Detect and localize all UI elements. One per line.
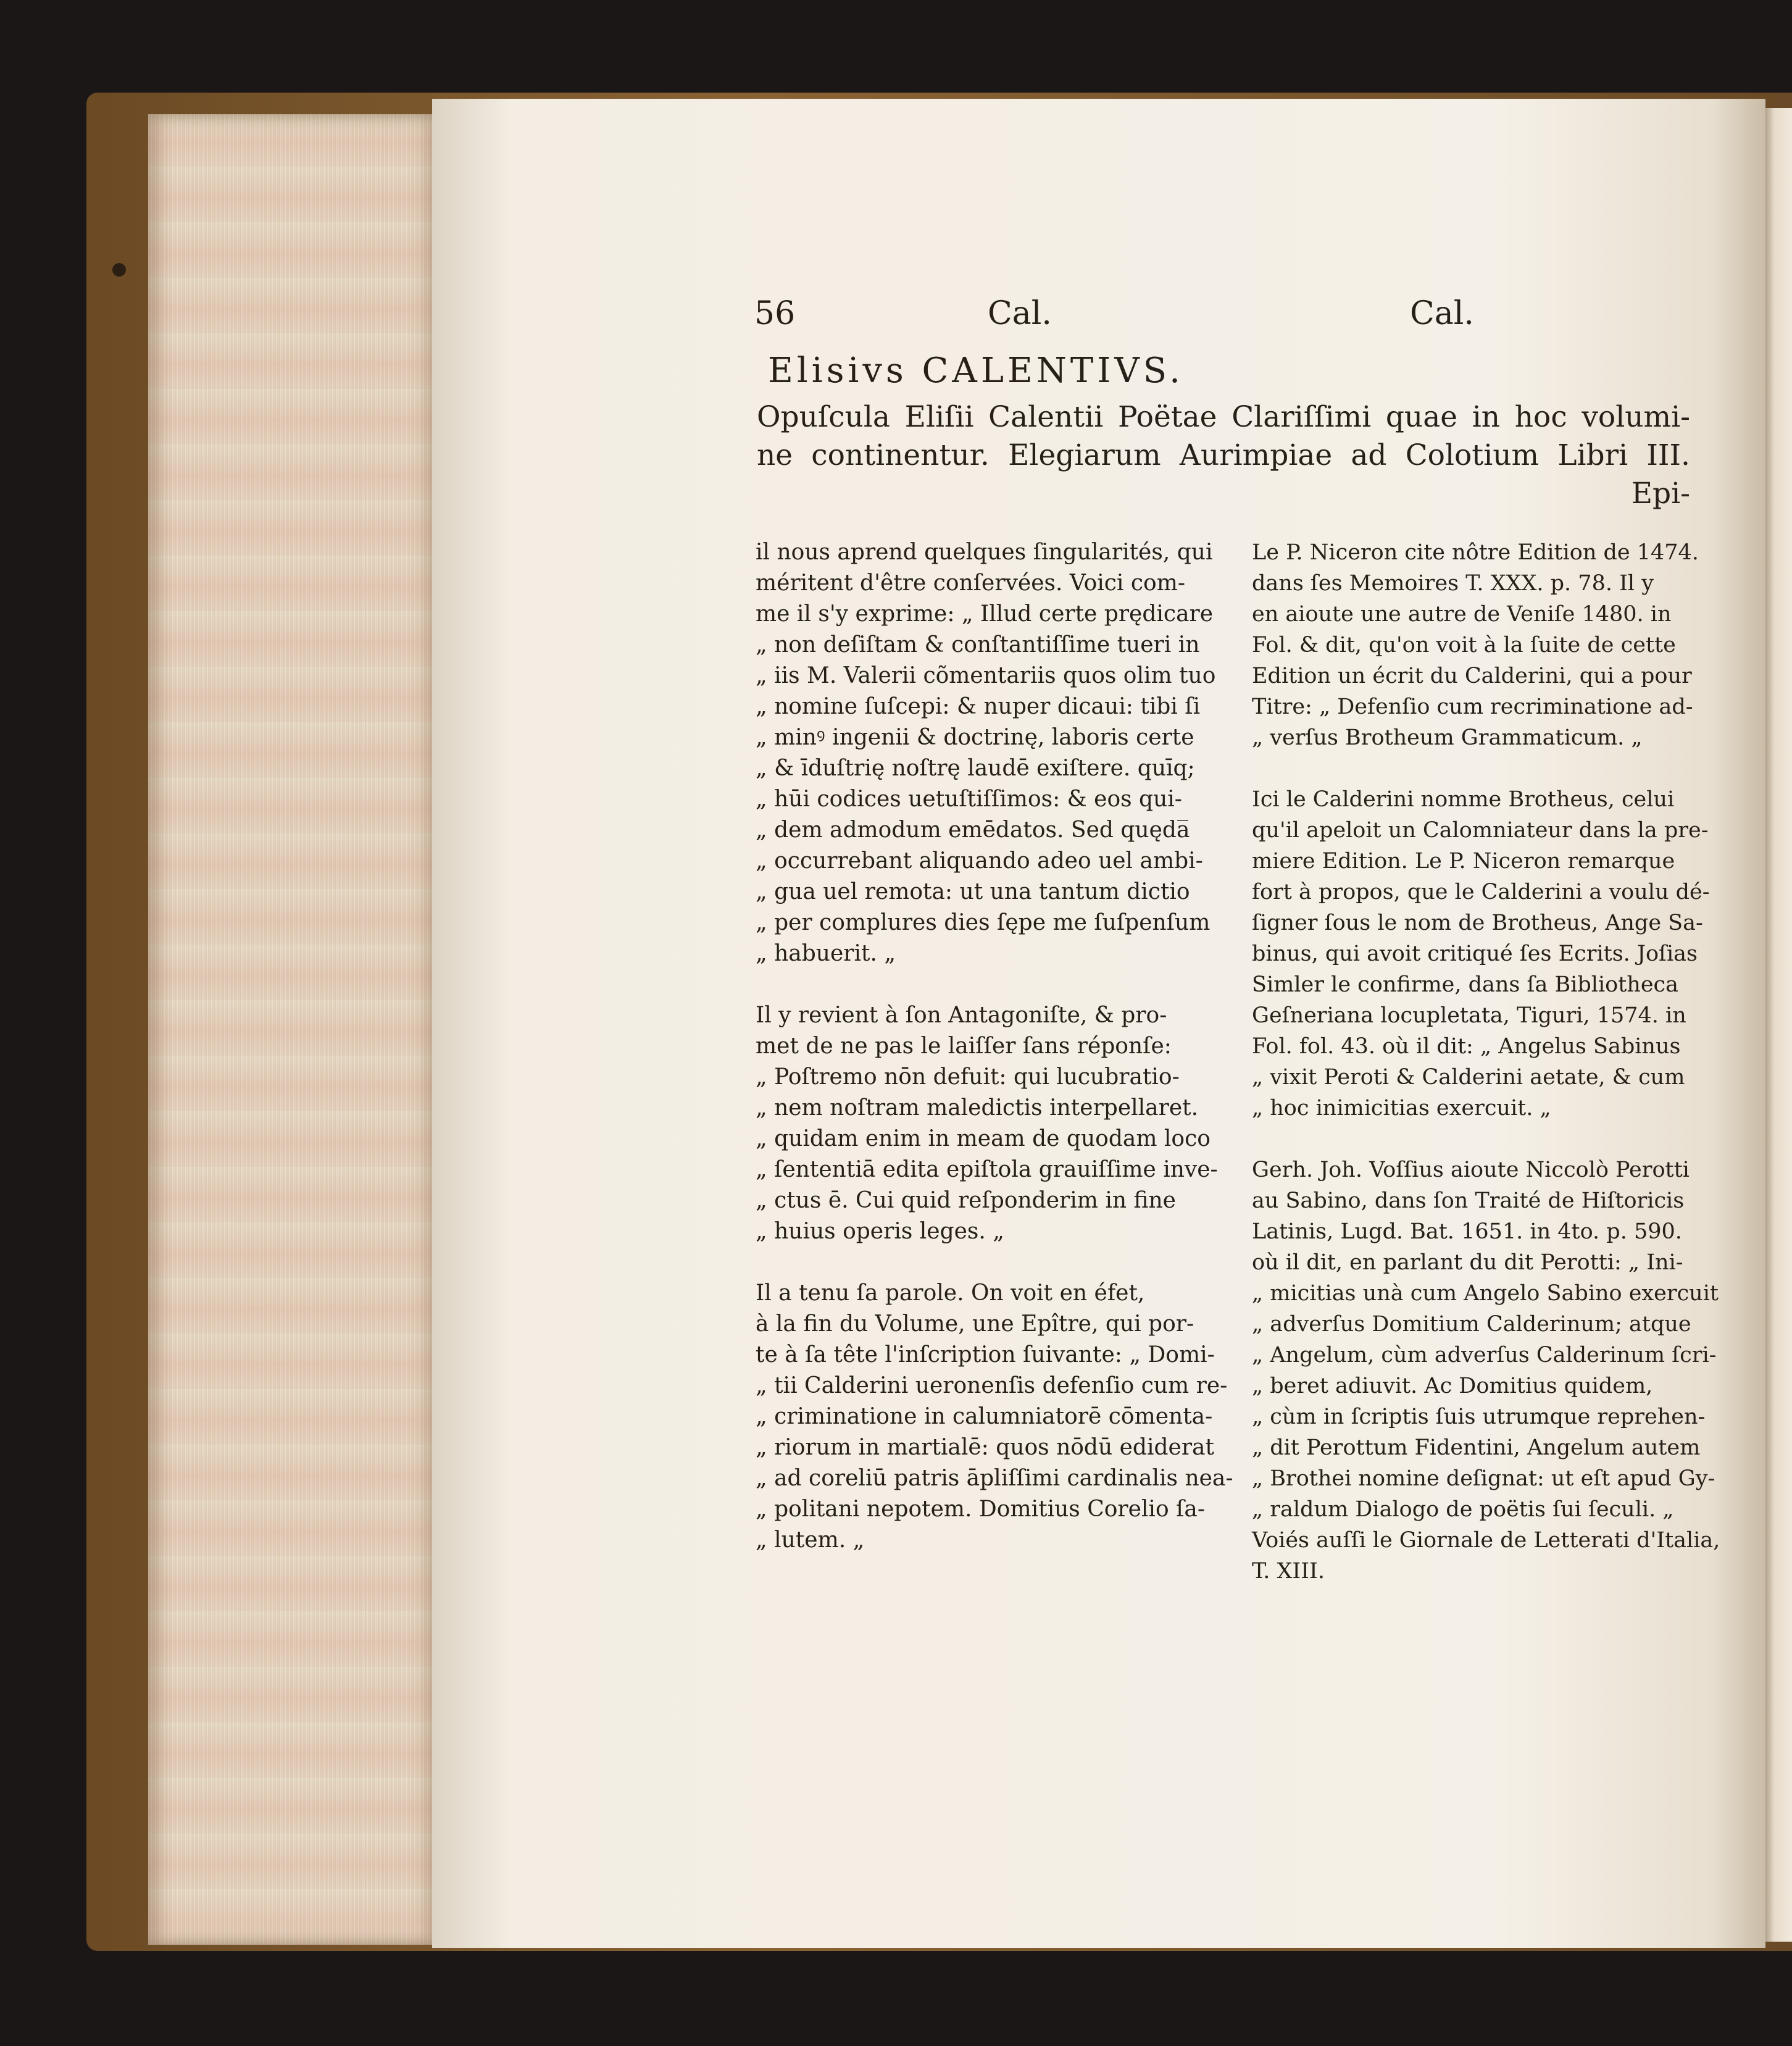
- left-column: [756, 537, 1233, 1587]
- text-line: „ verſus Brotheum Grammaticum. „: [1252, 725, 1643, 750]
- text-line: ſigner ſous le nom de Brotheus, Ange Sa-: [1252, 911, 1703, 935]
- text-line: „ Brothei nomine deſignat: ut eſt apud Gy-: [1252, 1466, 1715, 1491]
- text-line: miere Edition. Le P. Niceron remarque: [1252, 849, 1675, 874]
- paragraph: [756, 537, 1225, 969]
- text-line: „ Angelum, cùm adverſus Calderinum ſcri-: [1252, 1343, 1717, 1367]
- text-line: „ per complures dies ſępe me ſuſpenſum: [756, 910, 1211, 935]
- text-line: Titre: „ Defenſio cum recriminatione ad-: [1252, 695, 1693, 719]
- text-line: „ iis M. Valerii cõmentariis quos olim tuo: [756, 663, 1216, 688]
- entry-intro: [757, 398, 1690, 513]
- text-line: „ gua uel remota: ut una tantum dictio: [756, 879, 1190, 904]
- text-line: „ Poſtremo nōn defuit: qui lucubratio-: [756, 1064, 1180, 1090]
- text-line: à la fin du Volume, une Epître, qui por-: [756, 1311, 1194, 1337]
- text-line: „ huius operis leges. „: [756, 1219, 1004, 1244]
- text-line: dans ſes Memoires T. XXX. p. 78. Il y: [1252, 571, 1654, 596]
- text-line: „ cùm in ſcriptis ſuis utrumque reprehen-: [1252, 1405, 1706, 1429]
- text-line: „ riorum in martialē: quos nōdū ediderat: [756, 1435, 1214, 1460]
- text-line: en aioute une autre de Veniſe 1480. in: [1252, 602, 1672, 627]
- text-line: „ hoc inimicitias exercuit. „: [1252, 1096, 1551, 1121]
- paragraph: [756, 1278, 1233, 1556]
- text-line: Il y revient à ſon Antagoniſte, & pro-: [756, 1003, 1167, 1028]
- paragraph: [1252, 537, 1699, 753]
- text-line: où il dit, en parlant du dit Perotti: „ Ini-: [1252, 1250, 1683, 1275]
- text-line: „ ſententiā edita epiſtola grauiſſime inve-: [756, 1157, 1218, 1182]
- text-line: „ ad coreliū patris āpliſſimi cardinalis nea-: [756, 1466, 1233, 1491]
- text-line: „ micitias unà cum Angelo Sabino exercuit: [1252, 1281, 1719, 1306]
- text-line: „ quidam enim in meam de quodam loco: [756, 1126, 1211, 1151]
- text-line: qu'il apeloit un Calomniateur dans la pre-: [1252, 818, 1709, 843]
- text-line: „ beret adiuvit. Ac Domitius quidem,: [1252, 1374, 1653, 1398]
- text-line: „ adverſus Domitium Calderinum; atque: [1252, 1312, 1691, 1337]
- text-line: il nous aprend quelques ſingularités, qui: [756, 540, 1213, 565]
- text-line: „ criminatione in calumniatorē cōmenta-: [756, 1404, 1213, 1429]
- text-line: „ raldum Dialogo de poëtis ſui ſeculi. „: [1252, 1497, 1674, 1522]
- text-line: „ occurrebant aliquando adeo uel ambi-: [756, 848, 1203, 874]
- text-line: te à ſa tête l'inſcription ſuivante: „ Domi-: [756, 1342, 1215, 1367]
- text-line: Ici le Calderini nomme Brotheus, celui: [1252, 787, 1675, 812]
- paragraph: [1252, 784, 1710, 1124]
- intro-line: Epi-: [1631, 477, 1690, 511]
- text-line: „ dem admodum emēdatos. Sed quęda̅: [756, 817, 1190, 843]
- right-column: [1252, 537, 1720, 1618]
- running-head-left: Cal.: [988, 295, 1052, 332]
- text-line: au Sabino, dans ſon Traité de Hiſtoricis: [1252, 1188, 1685, 1213]
- text-line: „ dit Perottum Fidentini, Angelum autem: [1252, 1435, 1701, 1460]
- text-line: Geſneriana locupletata, Tiguri, 1574. in: [1252, 1003, 1686, 1028]
- text-line: Voiés auſſi le Giornale de Letterati d'Italia,: [1252, 1528, 1720, 1553]
- text-line: „ ctus ē. Cui quid reſponderim in fine: [756, 1188, 1176, 1213]
- running-head-right: Cal.: [1410, 295, 1474, 332]
- text-line: fort à propos, que le Calderini a voulu dé-: [1252, 880, 1710, 904]
- text-line: me il s'y exprime: „ Illud certe prędicare: [756, 601, 1214, 627]
- text-line: „ habuerit. „: [756, 941, 896, 966]
- paragraph: [756, 1000, 1225, 1247]
- text-line: „ lutem. „: [756, 1527, 865, 1553]
- text-line: „ nomine ſuſcepi: & nuper dicaui: tibi ſi: [756, 694, 1201, 719]
- intro-line: Opuſcula Eliſii Calentii Poëtae Clariſſimi quae in hoc volumi-: [757, 400, 1690, 434]
- text-line: „ nem noſtram maledictis interpellaret.: [756, 1095, 1199, 1121]
- text-line: „ hūi codices uetuſtiſſimos: & eos qui-: [756, 787, 1182, 812]
- text-line: T. XIII.: [1252, 1559, 1325, 1584]
- text-line: „ tii Calderini ueronenſis defenſio cum re-: [756, 1373, 1228, 1398]
- text-line: met de ne pas le laiſſer ſans réponſe:: [756, 1033, 1172, 1059]
- text-line: „ non deſiſtam & conſtantiſſime tueri in: [756, 632, 1200, 658]
- text-line: „ politani nepotem. Domitius Corelio ſa-: [756, 1497, 1206, 1522]
- intro-line: ne continentur. Elegiarum Aurimpiae ad Colotium Libri III.: [757, 438, 1690, 472]
- text-line: Fol. fol. 43. où il dit: „ Angelus Sabinus: [1252, 1034, 1681, 1059]
- text-line: Edition un écrit du Calderini, qui a pour: [1252, 664, 1692, 688]
- text-line: Il a tenu ſa parole. On voit en éfet,: [756, 1280, 1145, 1306]
- page-number: 56: [754, 295, 796, 332]
- text-line: „ & īduſtrię noſtrę laudē exiſtere. quīq;: [756, 756, 1195, 781]
- text-line: „ vixit Peroti & Calderini aetate, & cum: [1252, 1065, 1685, 1090]
- binding-hole: [112, 263, 126, 277]
- text-line: méritent d'être conſervées. Voici com-: [756, 570, 1186, 596]
- text-line: Latinis, Lugd. Bat. 1651. in 4to. p. 590.: [1252, 1219, 1682, 1244]
- text-line: Le P. Niceron cite nôtre Edition de 1474.: [1252, 540, 1699, 565]
- entry-title: Elisivs CALENTIVS.: [768, 351, 1184, 391]
- paragraph: [1252, 1155, 1720, 1587]
- text-line: Gerh. Joh. Voſſius aioute Niccolò Perotti: [1252, 1158, 1690, 1182]
- facing-page-edge: [1762, 108, 1792, 1942]
- text-line: „ minꝰ ingenii & doctrinę, laboris certe: [756, 725, 1194, 750]
- text-line: binus, qui avoit critiqué ſes Ecrits. Joſias: [1252, 942, 1698, 966]
- text-line: Fol. & dit, qu'on voit à la ſuite de cette: [1252, 633, 1676, 658]
- text-line: Simler le confirme, dans ſa Bibliotheca: [1252, 972, 1679, 997]
- page-edges: [148, 114, 441, 1945]
